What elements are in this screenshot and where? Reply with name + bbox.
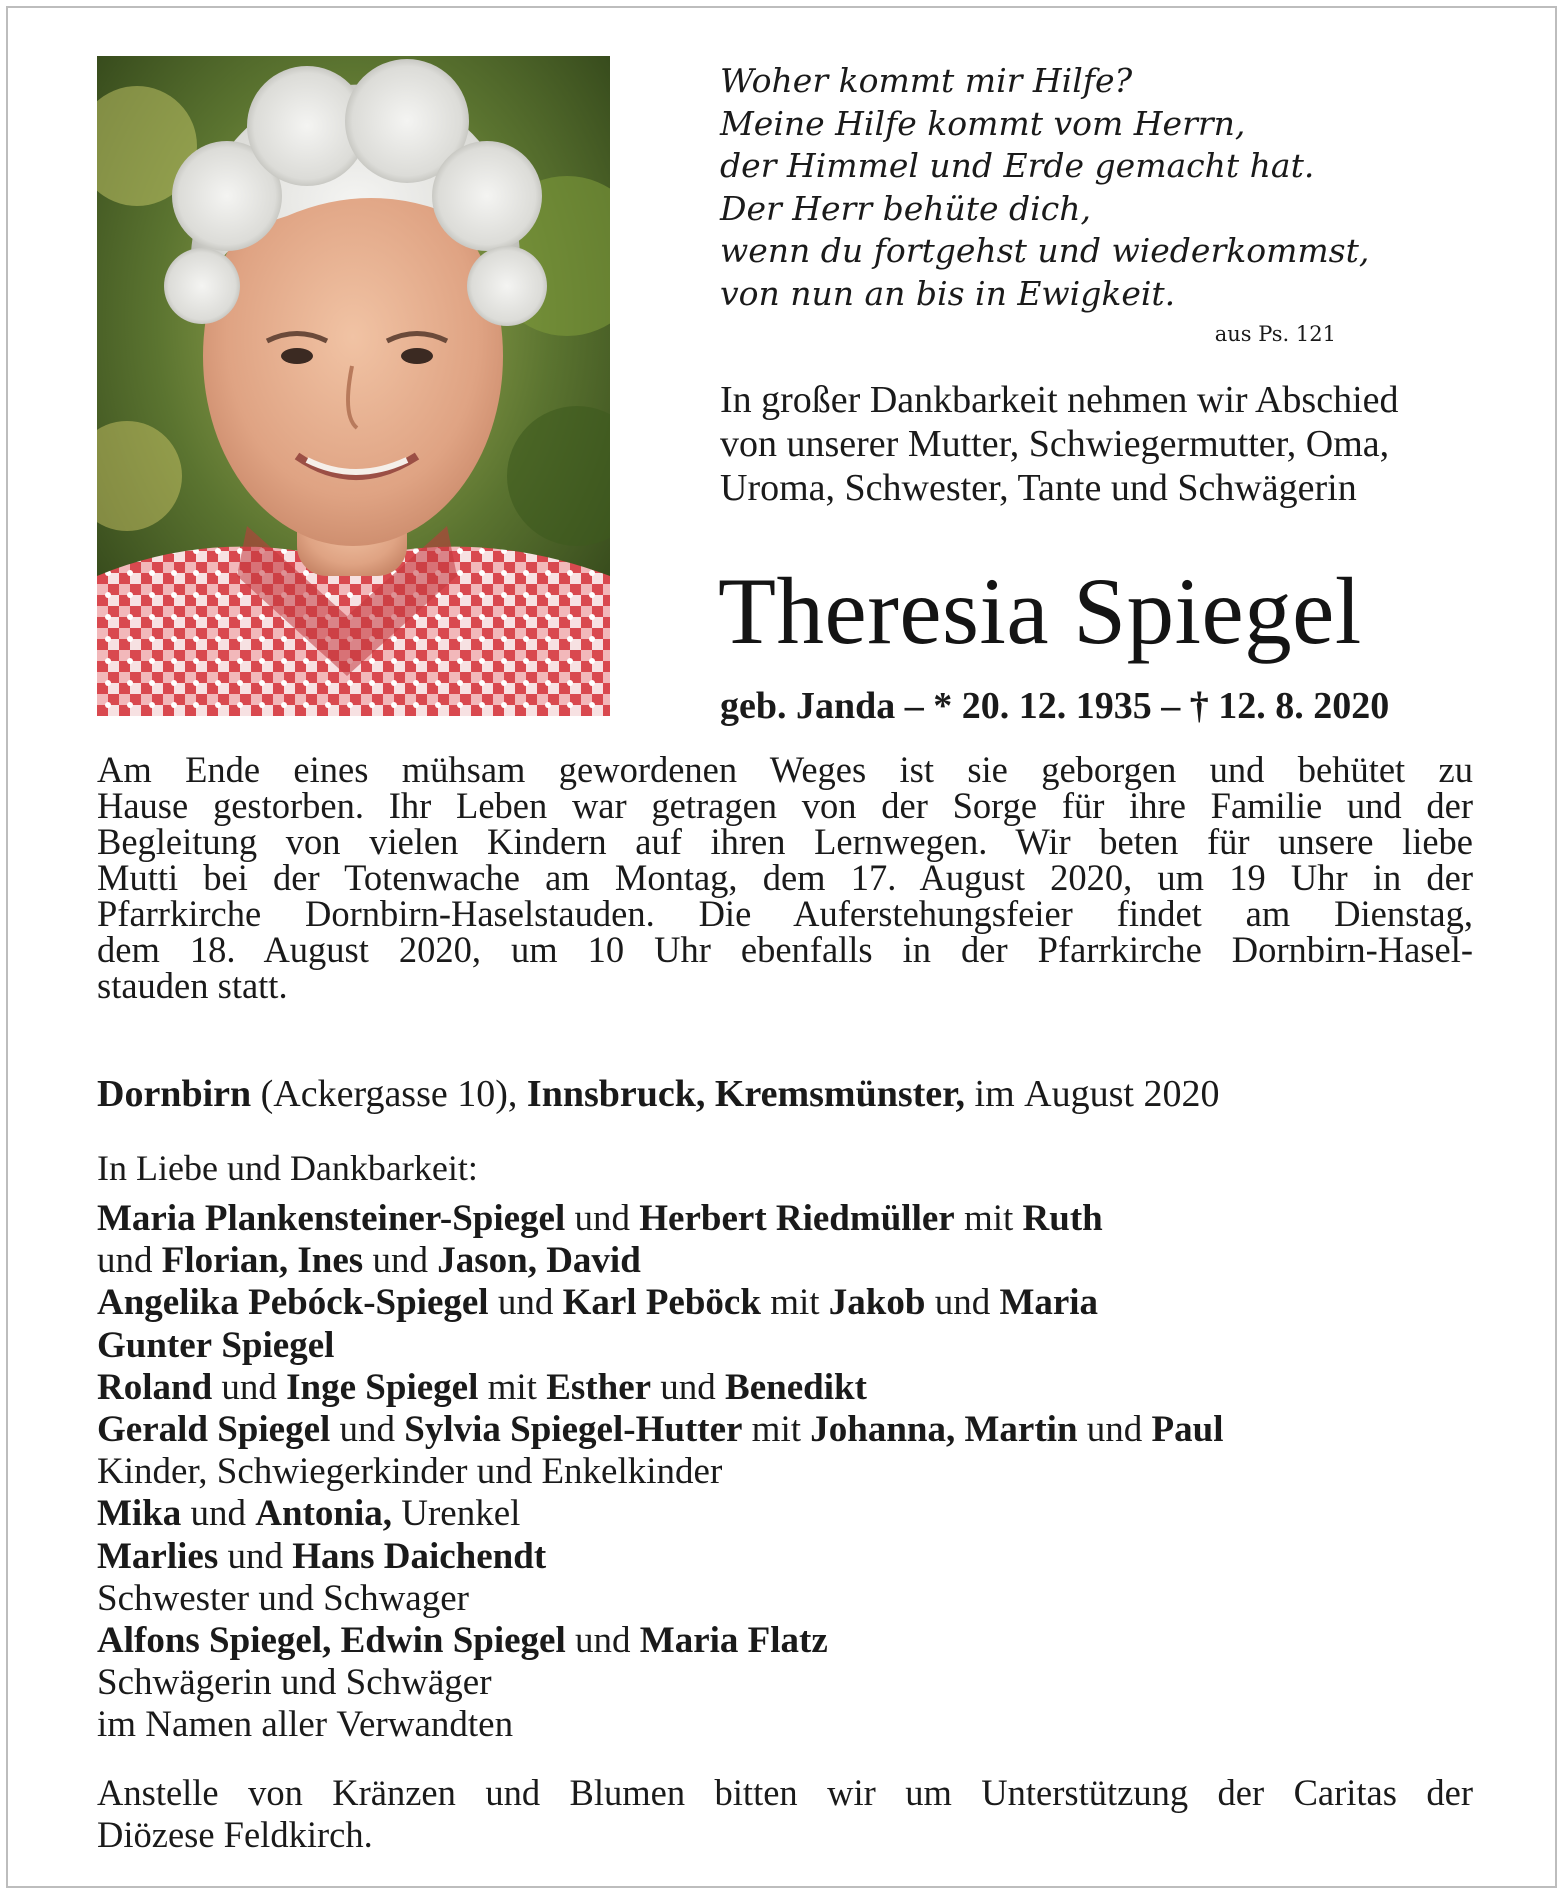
quote-line: wenn du fortgehst und wiederkommst, xyxy=(720,231,1370,270)
family-line xyxy=(97,1325,1497,1367)
portrait-photo xyxy=(97,56,610,716)
family-connector: Schwägerin und Schwäger xyxy=(97,1662,492,1704)
family-line xyxy=(97,1662,1497,1704)
family-connector: mit xyxy=(742,1409,811,1451)
family-connector: und xyxy=(488,1282,563,1324)
family-member-name: Herbert Riedmüller xyxy=(639,1198,955,1239)
body-line: Mutti bei der Totenwache am Montag, dem 17. August 2020, um 19 Uhr in der xyxy=(97,857,1473,898)
family-line xyxy=(97,1620,1497,1662)
place-city: Dornbirn xyxy=(97,1073,252,1115)
family-connector: und xyxy=(330,1409,405,1451)
quote-source: aus Ps. 121 xyxy=(1214,322,1336,346)
family-member-name: Maria Flatz xyxy=(639,1620,828,1662)
family-member-name: Angelika Pebóck-Spiegel xyxy=(97,1282,489,1324)
body-line: Begleitung von vielen Kindern auf ihren Lernwegen. Wir beten für unsere liebe xyxy=(97,821,1473,862)
family-member-name: Esther xyxy=(546,1366,652,1408)
quote-line: der Himmel und Erde gemacht hat. xyxy=(720,146,1315,185)
family-member-name: Marlies xyxy=(97,1535,219,1577)
deceased-dates: geb. Janda – * 20. 12. 1935 – † 12. 8. 2020 xyxy=(720,685,1390,727)
portrait-illustration xyxy=(97,56,610,716)
family-line xyxy=(97,1240,1497,1282)
family-member-name: Inge Spiegel xyxy=(286,1366,479,1408)
quote-line: Der Herr behüte dich, xyxy=(720,188,1091,228)
family-member-name: Gerald Spiegel xyxy=(97,1409,331,1451)
family-connector: mit xyxy=(954,1198,1023,1239)
intro-line: Uroma, Schwester, Tante und Schwägerin xyxy=(720,467,1357,509)
quote-line: Woher kommt mir Hilfe? xyxy=(720,61,1133,100)
quote-line: von nun an bis in Ewigkeit. xyxy=(720,273,1176,313)
family-member-name: Sylvia Spiegel-Hutter xyxy=(404,1409,743,1451)
family-member-name: Maria xyxy=(999,1282,1099,1324)
family-member-name: Jakob xyxy=(828,1282,926,1324)
family-connector: und xyxy=(218,1535,293,1577)
family-member-name: Alfons Spiegel, Edwin Spiegel xyxy=(97,1620,566,1662)
family-connector: Schwester und Schwager xyxy=(97,1577,469,1619)
family-member-name: Benedikt xyxy=(725,1366,867,1408)
family-member-name: Gunter Spiegel xyxy=(97,1324,335,1366)
family-connector: mit xyxy=(478,1366,547,1408)
bible-quote xyxy=(720,60,1420,315)
family-member-name: Maria Plankensteiner-Spiegel xyxy=(97,1198,566,1239)
family-connector: im Namen aller Verwandten xyxy=(97,1704,514,1746)
family-list xyxy=(97,1198,1497,1747)
family-connector: und xyxy=(97,1240,162,1282)
family-line xyxy=(97,1451,1497,1493)
deceased-name: Theresia Spiegel xyxy=(718,558,1362,664)
place-address: (Ackergasse 10), xyxy=(251,1073,527,1115)
greeting: In Liebe und Dankbarkeit: xyxy=(97,1148,478,1188)
place-and-date xyxy=(97,1072,1219,1116)
family-connector: und xyxy=(565,1620,640,1662)
family-member-name: Hans Daichendt xyxy=(292,1535,547,1577)
family-connector: Kinder, Schwiegerkinder und Enkelkinder xyxy=(97,1451,723,1493)
closing-note xyxy=(97,1772,1473,1856)
place-date: im August 2020 xyxy=(965,1073,1220,1115)
body-line: Am Ende eines mühsam gewordenen Weges ist sie geborgen und behütet zu xyxy=(97,749,1473,790)
family-line xyxy=(97,1282,1497,1324)
family-connector: und xyxy=(925,1282,1000,1324)
quote-line: Meine Hilfe kommt vom Herrn, xyxy=(720,103,1246,143)
family-line xyxy=(97,1409,1497,1451)
family-member-name: Roland xyxy=(97,1366,213,1408)
family-member-name: Karl Peböck xyxy=(562,1282,761,1324)
body-text xyxy=(97,749,1473,1006)
family-connector: und xyxy=(363,1240,438,1282)
family-connector: und xyxy=(212,1366,287,1408)
family-member-name: Johanna, Martin xyxy=(810,1409,1078,1451)
family-line xyxy=(97,1367,1497,1409)
body-line: Pfarrkirche Dornbirn-Haselstauden. Die Auferstehungsfeier findet am Dienstag, xyxy=(97,893,1473,934)
intro-text xyxy=(720,378,1480,510)
family-connector: Urenkel xyxy=(392,1493,521,1535)
family-line xyxy=(97,1536,1497,1578)
family-member-name: Antonia, xyxy=(255,1493,393,1535)
family-member-name: Jason, David xyxy=(437,1240,641,1282)
family-member-name: Ruth xyxy=(1022,1198,1103,1239)
place-others: Innsbruck, Kremsmünster, xyxy=(526,1073,966,1115)
family-connector: und xyxy=(651,1366,726,1408)
family-line xyxy=(97,1578,1497,1620)
family-member-name: Florian, Ines xyxy=(161,1240,364,1282)
closing-line: Anstelle von Kränzen und Blumen bitten wir um Unterstützung der Caritas der xyxy=(97,1772,1473,1813)
body-line: Hause gestorben. Ihr Leben war getragen von der Sorge für ihre Familie und der xyxy=(97,785,1473,826)
body-line: dem 18. August 2020, um 10 Uhr ebenfalls in der Pfarrkirche Dornbirn-Hasel- xyxy=(97,929,1473,970)
family-connector: und xyxy=(1077,1409,1152,1451)
family-member-name: Paul xyxy=(1151,1409,1224,1451)
family-line xyxy=(97,1198,1497,1240)
closing-line: Diözese Feldkirch. xyxy=(97,1814,373,1855)
intro-line: In großer Dankbarkeit nehmen wir Abschied xyxy=(720,379,1399,421)
family-member-name: Mika xyxy=(97,1493,182,1535)
family-connector: und xyxy=(181,1493,256,1535)
body-line: stauden statt. xyxy=(97,965,288,1006)
intro-line: von unserer Mutter, Schwiegermutter, Oma, xyxy=(720,423,1390,465)
family-line xyxy=(97,1493,1497,1535)
family-line xyxy=(97,1704,1497,1746)
family-connector: mit xyxy=(760,1282,829,1324)
family-connector: und xyxy=(565,1198,640,1239)
